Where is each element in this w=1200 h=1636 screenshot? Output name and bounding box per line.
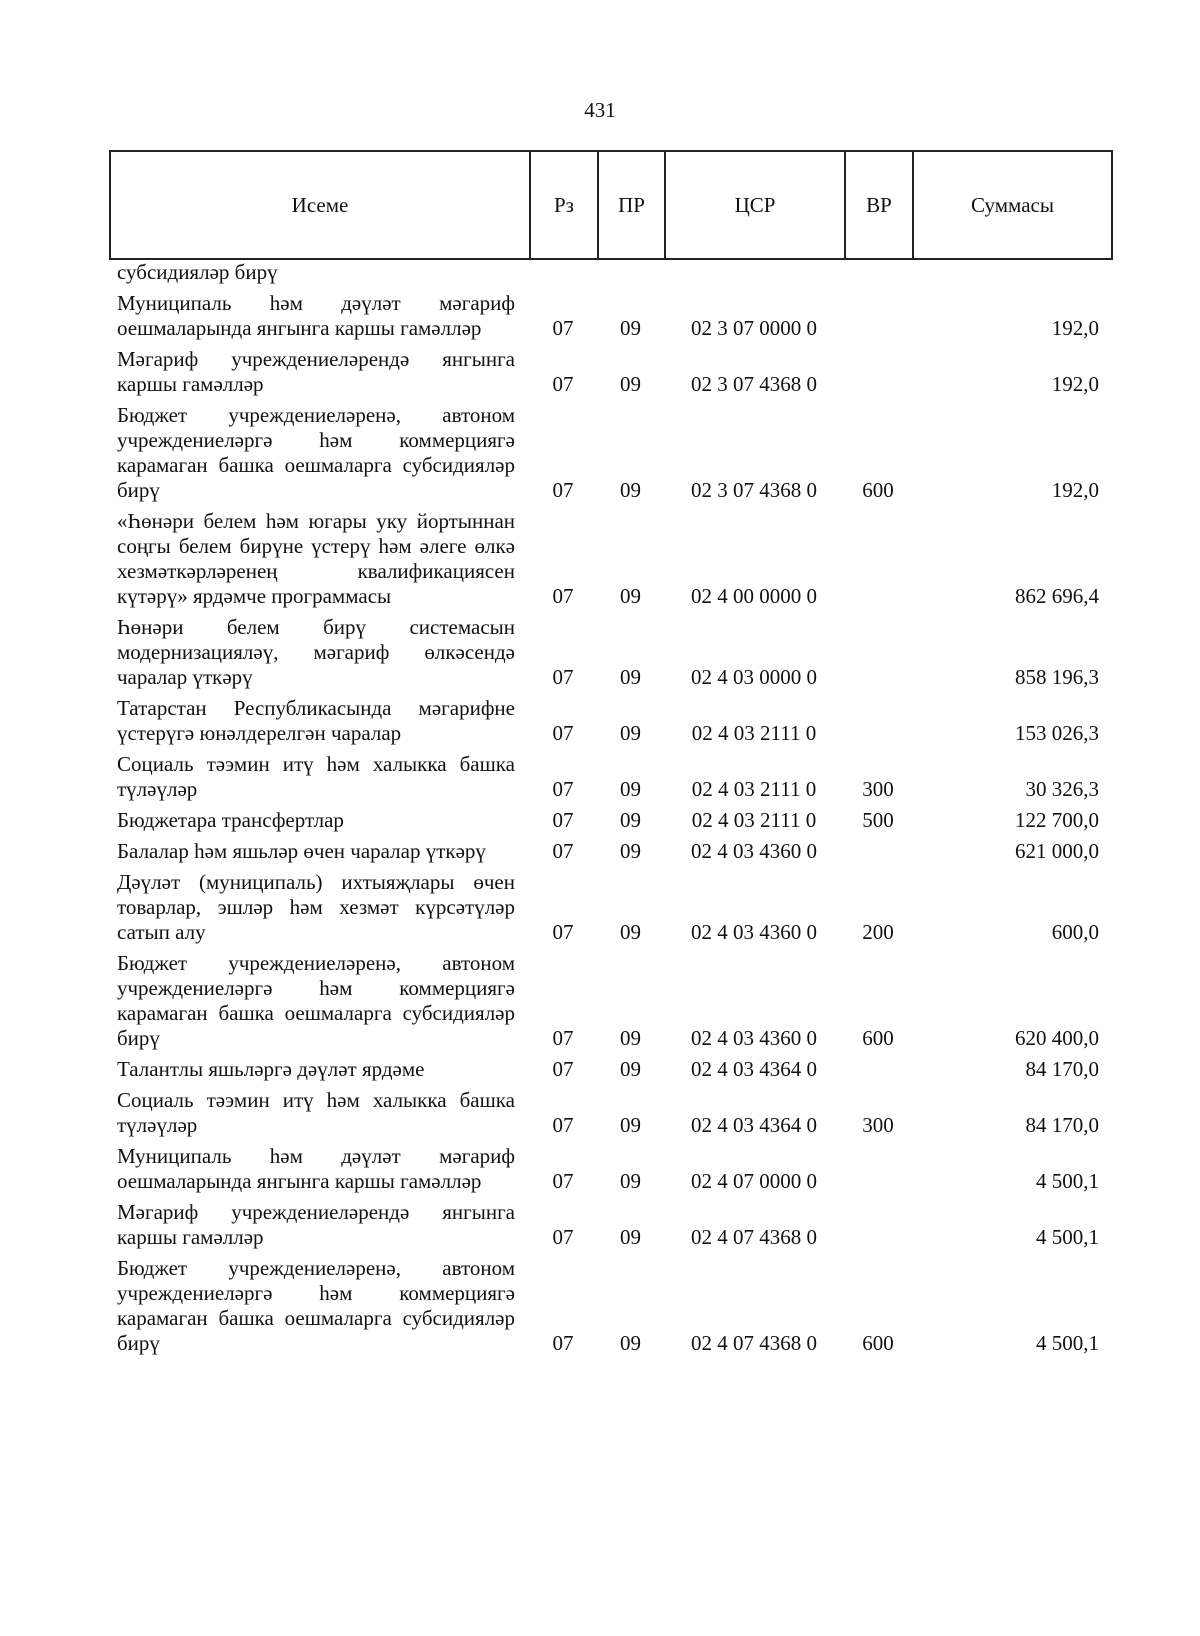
row-name-cell: [109, 948, 529, 1054]
row-name: Мәгариф учреждениеләрендә янгынга каршы гамәлләр: [117, 1200, 515, 1249]
header-name: Исеме: [110, 151, 530, 259]
row-csr: 02 4 03 4360 0: [691, 920, 817, 944]
row-csr: 02 4 07 4368 0: [691, 1331, 817, 1355]
budget-table: [109, 260, 1111, 1359]
header-rz: Рз: [530, 151, 598, 259]
row-sum: 30 326,3: [1025, 777, 1099, 801]
row-sum: 4 500,1: [1036, 1225, 1099, 1249]
row-name: субсидияләр бирү: [117, 260, 278, 284]
row-csr: 02 4 00 0000 0: [691, 584, 817, 608]
row-sum: [912, 260, 1111, 288]
row-rz: 07: [552, 920, 574, 944]
row-pr: 09: [620, 316, 641, 340]
row-csr: 02 3 07 4368 0: [691, 372, 817, 396]
table-row: [109, 288, 1111, 344]
row-pr: 09: [620, 777, 641, 801]
row-name-cell: [109, 1085, 529, 1141]
row-sum: 4 500,1: [1036, 1169, 1099, 1193]
row-pr: 09: [620, 721, 641, 745]
row-name-cell: [109, 749, 529, 805]
table-row: [109, 1085, 1111, 1141]
row-vr: [844, 260, 912, 288]
table-row: [109, 749, 1111, 805]
row-pr: [597, 260, 664, 288]
row-name: Дәүләт (муниципаль) ихтыяҗлары өчен товарлар, эшләр һәм хезмәт күрсәтүләр сатып алу: [117, 870, 515, 944]
row-pr: 09: [620, 839, 641, 863]
row-name-cell: [109, 288, 529, 344]
row-name-cell: [109, 693, 529, 749]
row-sum: 858 196,3: [1015, 665, 1099, 689]
table-row: [109, 260, 1111, 288]
row-name-cell: [109, 867, 529, 948]
row-rz: 07: [552, 1026, 574, 1050]
row-pr: 09: [620, 1331, 641, 1355]
header-row: [110, 151, 1112, 259]
row-csr: 02 4 03 2111 0: [691, 721, 817, 745]
header-vr: ВР: [845, 151, 913, 259]
row-name-cell: [109, 1141, 529, 1197]
row-vr: [844, 506, 912, 612]
row-vr: [844, 344, 912, 400]
row-vr: 600: [862, 1026, 894, 1050]
row-name: Социаль тәэмин итү һәм халыкка башка түләүләр: [117, 752, 515, 801]
row-sum: 600,0: [1051, 920, 1099, 944]
table-row: [109, 344, 1111, 400]
row-name: Муниципаль һәм дәүләт мәгариф оешмаларында янгынга каршы гамәлләр: [117, 291, 515, 340]
row-rz: 07: [552, 1331, 574, 1355]
table-row: [109, 693, 1111, 749]
row-rz: 07: [552, 372, 574, 396]
row-pr: 09: [620, 1225, 641, 1249]
row-vr: 500: [862, 808, 894, 832]
row-name: Балалар һәм яшьләр өчен чаралар үткәрү: [117, 839, 486, 863]
row-pr: 09: [620, 1057, 641, 1081]
row-rz: 07: [552, 1169, 574, 1193]
row-name-cell: [109, 612, 529, 693]
header-sum: Суммасы: [913, 151, 1112, 259]
row-pr: 09: [620, 920, 641, 944]
row-name: Муниципаль һәм дәүләт мәгариф оешмаларында янгынга каршы гамәлләр: [117, 1144, 515, 1193]
row-vr: [844, 288, 912, 344]
row-vr: 600: [862, 478, 894, 502]
table-row: [109, 948, 1111, 1054]
row-name: Һөнәри белем бирү системасын модернизацияләү, мәгариф өлкәсендә чаралар үткәрү: [117, 615, 515, 689]
row-csr: 02 4 03 4360 0: [691, 839, 817, 863]
row-sum: 192,0: [1051, 478, 1099, 502]
row-name: Мәгариф учреждениеләрендә янгынга каршы гамәлләр: [117, 347, 515, 396]
table-header: [109, 150, 1113, 260]
row-sum: 862 696,4: [1015, 584, 1099, 608]
row-vr: [844, 1141, 912, 1197]
row-pr: 09: [620, 665, 641, 689]
row-csr: 02 4 07 4368 0: [691, 1225, 817, 1249]
row-sum: 192,0: [1051, 372, 1099, 396]
row-name: Бюджет учреждениеләренә, автоном учреждениеләргә һәм коммерциягә карамаган башка оешмаларга субсидияләр бирү: [117, 1256, 515, 1355]
row-name-cell: [109, 836, 529, 867]
row-csr: 02 4 03 4364 0: [691, 1113, 817, 1137]
row-csr: 02 4 07 0000 0: [691, 1169, 817, 1193]
row-name: Бюджет учреждениеләренә, автоном учреждениеләргә һәм коммерциягә карамаган башка оешмаларга субсидияләр бирү: [117, 403, 515, 502]
row-vr: [844, 1197, 912, 1253]
row-name: «Һөнәри белем һәм югары уку йортыннан соңгы белем бирүне үстерү һәм әлеге өлкә хезмәткәрләренең квалификациясен күтәрү» ярдәмче программасы: [117, 509, 515, 608]
row-vr: [844, 612, 912, 693]
row-sum: 4 500,1: [1036, 1331, 1099, 1355]
row-csr: 02 4 03 4360 0: [691, 1026, 817, 1050]
row-rz: 07: [552, 808, 574, 832]
table-row: [109, 1141, 1111, 1197]
row-sum: 84 170,0: [1025, 1057, 1099, 1081]
row-rz: 07: [552, 1057, 574, 1081]
row-vr: [844, 693, 912, 749]
row-name: Бюджет учреждениеләренә, автоном учреждениеләргә һәм коммерциягә карамаган башка оешмаларга субсидияләр бирү: [117, 951, 515, 1050]
header-csr: ЦСР: [665, 151, 845, 259]
row-rz: 07: [552, 584, 574, 608]
row-pr: 09: [620, 1169, 641, 1193]
row-rz: 07: [552, 478, 574, 502]
row-rz: 07: [552, 839, 574, 863]
row-pr: 09: [620, 808, 641, 832]
row-name-cell: [109, 805, 529, 836]
row-vr: 200: [862, 920, 894, 944]
row-vr: [844, 1054, 912, 1085]
row-name: Татарстан Республикасында мәгарифне үстерүгә юнәлдерелгән чаралар: [117, 696, 515, 745]
row-csr: 02 4 03 0000 0: [691, 665, 817, 689]
table-row: [109, 1197, 1111, 1253]
row-rz: 07: [552, 1225, 574, 1249]
row-name: Бюджетара трансфертлар: [117, 808, 344, 832]
row-pr: 09: [620, 478, 641, 502]
row-name-cell: [109, 1253, 529, 1359]
row-sum: 122 700,0: [1015, 808, 1099, 832]
table-body: [109, 260, 1111, 1359]
row-csr: 02 3 07 0000 0: [691, 316, 817, 340]
row-csr: 02 3 07 4368 0: [691, 478, 817, 502]
row-pr: 09: [620, 1026, 641, 1050]
row-sum: 621 000,0: [1015, 839, 1099, 863]
row-name-cell: [109, 260, 529, 288]
row-vr: 600: [862, 1331, 894, 1355]
table-row: [109, 805, 1111, 836]
row-rz: [529, 260, 597, 288]
table-row: [109, 867, 1111, 948]
table-row: [109, 612, 1111, 693]
row-vr: 300: [862, 1113, 894, 1137]
row-rz: 07: [552, 665, 574, 689]
row-csr: 02 4 03 2111 0: [691, 777, 817, 801]
row-csr: [664, 260, 844, 288]
row-name: Талантлы яшьләргә дәүләт ярдәме: [117, 1057, 425, 1081]
row-name: Социаль тәэмин итү һәм халыкка башка түләүләр: [117, 1088, 515, 1137]
table-row: [109, 506, 1111, 612]
row-sum: 192,0: [1051, 316, 1099, 340]
row-rz: 07: [552, 721, 574, 745]
row-name-cell: [109, 506, 529, 612]
row-vr: [844, 836, 912, 867]
row-pr: 09: [620, 372, 641, 396]
row-name-cell: [109, 344, 529, 400]
row-sum: 84 170,0: [1025, 1113, 1099, 1137]
row-csr: 02 4 03 4364 0: [691, 1057, 817, 1081]
table-row: [109, 1054, 1111, 1085]
page-number: 431: [584, 98, 616, 122]
row-rz: 07: [552, 777, 574, 801]
row-name-cell: [109, 1197, 529, 1253]
row-sum: 620 400,0: [1015, 1026, 1099, 1050]
row-vr: 300: [862, 777, 894, 801]
header-pr: ПР: [598, 151, 665, 259]
row-rz: 07: [552, 1113, 574, 1137]
row-name-cell: [109, 1054, 529, 1085]
table-row: [109, 400, 1111, 506]
row-name-cell: [109, 400, 529, 506]
table-row: [109, 1253, 1111, 1359]
row-sum: 153 026,3: [1015, 721, 1099, 745]
row-rz: 07: [552, 316, 574, 340]
row-pr: 09: [620, 1113, 641, 1137]
row-csr: 02 4 03 2111 0: [691, 808, 817, 832]
row-pr: 09: [620, 584, 641, 608]
table-row: [109, 836, 1111, 867]
